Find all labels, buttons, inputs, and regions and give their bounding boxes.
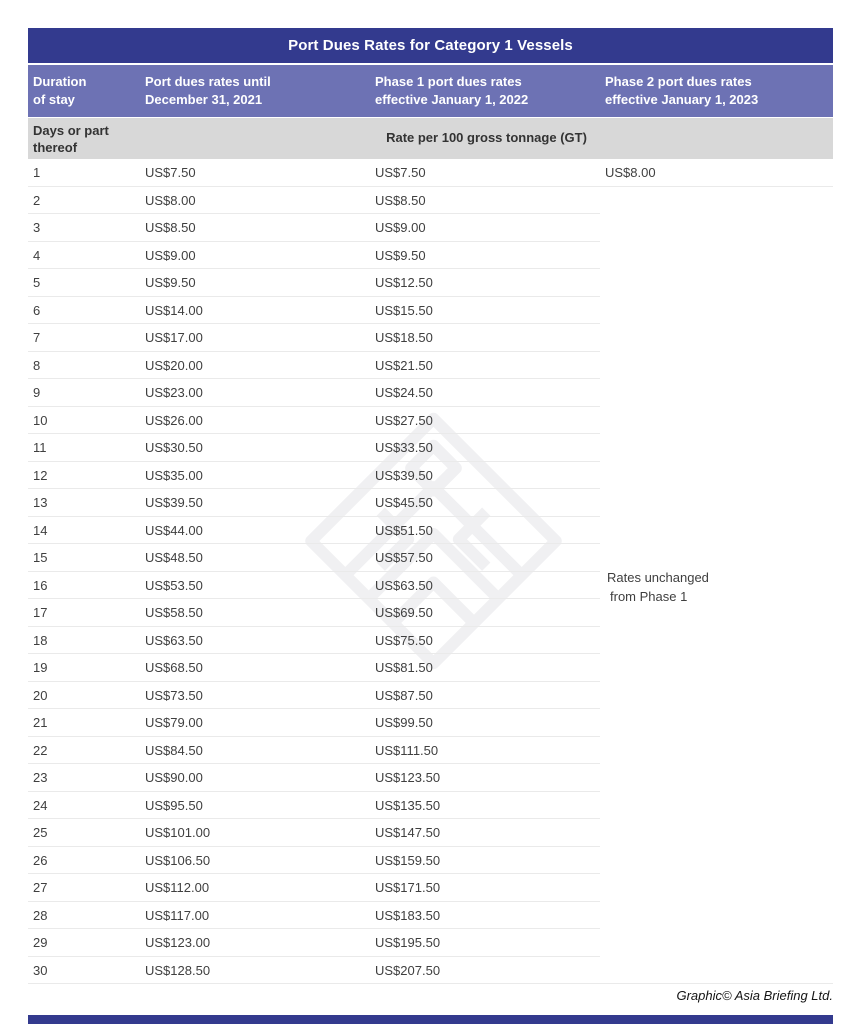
cell-rate-phase2-2023 bbox=[600, 819, 833, 847]
cell-rate-phase2-2023 bbox=[600, 929, 833, 957]
table-row bbox=[28, 352, 833, 380]
cell-rate-until-2021: US$53.50 bbox=[145, 577, 203, 593]
cell-rate-until-2021: US$48.50 bbox=[145, 550, 203, 566]
cell-day: 18 bbox=[33, 632, 48, 648]
cell-rate-until-2021: US$9.00 bbox=[145, 247, 196, 263]
table-row bbox=[28, 517, 833, 545]
cell-rate-phase2-2023 bbox=[600, 682, 833, 710]
cell-rate-phase1-2022: US$159.50 bbox=[375, 852, 441, 868]
cell-day: 27 bbox=[33, 880, 48, 896]
table-row bbox=[28, 269, 833, 297]
cell-day: 3 bbox=[33, 220, 41, 236]
cell-rate-phase2-2023 bbox=[600, 709, 833, 737]
table-row bbox=[28, 792, 833, 820]
table-row bbox=[28, 324, 833, 352]
cell-rate-phase2-2023 bbox=[600, 324, 833, 352]
table-title: Port Dues Rates for Category 1 Vessels bbox=[288, 37, 573, 54]
cell-rate-phase2-2023 bbox=[600, 957, 833, 985]
cell-rate-phase1-2022: US$8.50 bbox=[375, 192, 426, 208]
cell-rate-until-2021: US$73.50 bbox=[145, 687, 203, 703]
cell-day: 22 bbox=[33, 742, 48, 758]
table-row bbox=[28, 379, 833, 407]
column-header-phase2-2023: Phase 2 port dues rates effective January 1, 2023 bbox=[605, 74, 759, 107]
cell-rate-phase2-2023 bbox=[600, 462, 833, 490]
cell-rate-phase2-2023 bbox=[600, 627, 833, 655]
phase2-merged-note: Rates unchanged from Phase 1 bbox=[607, 570, 709, 604]
cell-rate-phase1-2022: US$24.50 bbox=[375, 385, 433, 401]
cell-rate-phase2-2023 bbox=[600, 792, 833, 820]
cell-rate-phase2-2023 bbox=[600, 517, 833, 545]
table-row bbox=[28, 819, 833, 847]
cell-rate-phase1-2022: US$7.50 bbox=[375, 165, 426, 181]
cell-rate-phase1-2022: US$9.50 bbox=[375, 247, 426, 263]
cell-rate-phase2-2023 bbox=[600, 187, 833, 215]
cell-rate-phase2-2023 bbox=[600, 902, 833, 930]
cell-rate-phase1-2022: US$123.50 bbox=[375, 770, 441, 786]
table-row bbox=[28, 709, 833, 737]
table-row bbox=[28, 957, 833, 985]
cell-day: 29 bbox=[33, 935, 48, 951]
cell-rate-phase2-2023 bbox=[600, 379, 833, 407]
graphic-credit: Graphic© Asia Briefing Ltd. bbox=[676, 988, 833, 1003]
cell-day: 25 bbox=[33, 825, 48, 841]
cell-rate-phase1-2022: US$57.50 bbox=[375, 550, 433, 566]
cell-day: 14 bbox=[33, 522, 48, 538]
cell-rate-phase2-2023 bbox=[600, 847, 833, 875]
table-row bbox=[28, 462, 833, 490]
cell-day: 19 bbox=[33, 660, 48, 676]
cell-day: 24 bbox=[33, 797, 48, 813]
cell-day: 15 bbox=[33, 550, 48, 566]
cell-rate-phase1-2022: US$99.50 bbox=[375, 715, 433, 731]
subheader-rate-unit: Rate per 100 gross tonnage (GT) bbox=[386, 130, 587, 145]
cell-rate-until-2021: US$90.00 bbox=[145, 770, 203, 786]
cell-rate-until-2021: US$26.00 bbox=[145, 412, 203, 428]
cell-rate-phase2-2023 bbox=[600, 737, 833, 765]
cell-rate-phase1-2022: US$27.50 bbox=[375, 412, 433, 428]
table-row bbox=[28, 242, 833, 270]
cell-rate-until-2021: US$101.00 bbox=[145, 825, 211, 841]
cell-day: 1 bbox=[33, 165, 41, 181]
subheader-duration-unit: Days or part thereof bbox=[33, 123, 109, 155]
table-row bbox=[28, 489, 833, 517]
cell-rate-phase2-2023 bbox=[600, 489, 833, 517]
cell-day: 13 bbox=[33, 495, 48, 511]
cell-rate-until-2021: US$23.00 bbox=[145, 385, 203, 401]
cell-rate-phase1-2022: US$12.50 bbox=[375, 275, 433, 291]
cell-rate-phase2-2023 bbox=[600, 297, 833, 325]
cell-rate-phase1-2022: US$33.50 bbox=[375, 440, 433, 456]
cell-day: 7 bbox=[33, 330, 41, 346]
table-row bbox=[28, 544, 833, 572]
table-title-bar bbox=[28, 28, 833, 63]
cell-day: 21 bbox=[33, 715, 48, 731]
cell-rate-phase1-2022: US$81.50 bbox=[375, 660, 433, 676]
cell-rate-until-2021: US$39.50 bbox=[145, 495, 203, 511]
cell-rate-phase2-2023 bbox=[600, 434, 833, 462]
table-row bbox=[28, 627, 833, 655]
cell-rate-until-2021: US$79.00 bbox=[145, 715, 203, 731]
cell-day: 8 bbox=[33, 357, 41, 373]
column-header-phase1-2022: Phase 1 port dues rates effective January 1, 2022 bbox=[375, 74, 529, 107]
footer-accent-bar bbox=[28, 1015, 833, 1024]
table-row bbox=[28, 847, 833, 875]
cell-rate-phase2-2023: US$8.00 bbox=[605, 165, 656, 181]
table-row bbox=[28, 434, 833, 462]
cell-day: 16 bbox=[33, 577, 48, 593]
cell-rate-until-2021: US$7.50 bbox=[145, 165, 196, 181]
cell-rate-until-2021: US$112.00 bbox=[145, 880, 210, 896]
cell-rate-until-2021: US$30.50 bbox=[145, 440, 203, 456]
cell-day: 9 bbox=[33, 385, 41, 401]
cell-day: 11 bbox=[33, 440, 47, 456]
cell-rate-phase1-2022: US$15.50 bbox=[375, 302, 433, 318]
cell-rate-phase1-2022: US$207.50 bbox=[375, 962, 441, 978]
cell-day: 17 bbox=[33, 605, 48, 621]
cell-day: 28 bbox=[33, 907, 48, 923]
table-row bbox=[28, 407, 833, 435]
cell-day: 12 bbox=[33, 467, 48, 483]
cell-rate-phase1-2022: US$39.50 bbox=[375, 467, 433, 483]
cell-rate-phase2-2023 bbox=[600, 269, 833, 297]
cell-day: 4 bbox=[33, 247, 41, 263]
cell-rate-until-2021: US$106.50 bbox=[145, 852, 211, 868]
cell-rate-until-2021: US$17.00 bbox=[145, 330, 203, 346]
cell-rate-phase1-2022: US$147.50 bbox=[375, 825, 441, 841]
cell-rate-phase1-2022: US$75.50 bbox=[375, 632, 433, 648]
cell-day: 6 bbox=[33, 302, 41, 318]
cell-rate-until-2021: US$68.50 bbox=[145, 660, 203, 676]
cell-day: 26 bbox=[33, 852, 48, 868]
table-row bbox=[28, 297, 833, 325]
column-header-row bbox=[28, 65, 833, 117]
cell-rate-phase1-2022: US$69.50 bbox=[375, 605, 433, 621]
cell-rate-until-2021: US$63.50 bbox=[145, 632, 203, 648]
cell-rate-phase2-2023 bbox=[600, 352, 833, 380]
table-row bbox=[28, 874, 833, 902]
table-row bbox=[28, 929, 833, 957]
cell-day: 20 bbox=[33, 687, 48, 703]
cell-rate-until-2021: US$117.00 bbox=[145, 907, 210, 923]
cell-rate-phase2-2023 bbox=[600, 874, 833, 902]
cell-rate-phase1-2022: US$87.50 bbox=[375, 687, 433, 703]
cell-rate-phase2-2023 bbox=[600, 214, 833, 242]
cell-rate-phase1-2022: US$9.00 bbox=[375, 220, 426, 236]
cell-rate-phase2-2023 bbox=[600, 242, 833, 270]
table-row bbox=[28, 654, 833, 682]
column-header-until-2021: Port dues rates until December 31, 2021 bbox=[145, 74, 271, 107]
column-header-duration: Duration of stay bbox=[33, 74, 87, 107]
cell-day: 10 bbox=[33, 412, 48, 428]
cell-day: 5 bbox=[33, 275, 41, 291]
cell-day: 2 bbox=[33, 192, 41, 208]
cell-rate-until-2021: US$44.00 bbox=[145, 522, 203, 538]
cell-day: 30 bbox=[33, 962, 48, 978]
cell-rate-phase1-2022: US$171.50 bbox=[375, 880, 441, 896]
cell-rate-phase1-2022: US$21.50 bbox=[375, 357, 433, 373]
table-row bbox=[28, 214, 833, 242]
subheader-row bbox=[28, 118, 833, 159]
cell-rate-phase2-2023 bbox=[600, 764, 833, 792]
cell-rate-until-2021: US$9.50 bbox=[145, 275, 196, 291]
cell-rate-until-2021: US$95.50 bbox=[145, 797, 203, 813]
cell-rate-phase1-2022: US$18.50 bbox=[375, 330, 433, 346]
cell-rate-until-2021: US$8.00 bbox=[145, 192, 196, 208]
cell-rate-phase2-2023 bbox=[600, 654, 833, 682]
cell-rate-phase1-2022: US$63.50 bbox=[375, 577, 433, 593]
table-row bbox=[28, 764, 833, 792]
cell-rate-phase1-2022: US$183.50 bbox=[375, 907, 441, 923]
table-row bbox=[28, 737, 833, 765]
cell-rate-phase1-2022: US$135.50 bbox=[375, 797, 441, 813]
table-row bbox=[28, 159, 833, 187]
table-row bbox=[28, 599, 833, 627]
cell-rate-phase1-2022: US$111.50 bbox=[375, 742, 439, 758]
cell-rate-phase1-2022: US$51.50 bbox=[375, 522, 433, 538]
cell-rate-until-2021: US$20.00 bbox=[145, 357, 203, 373]
port-dues-table bbox=[28, 28, 833, 984]
table-row bbox=[28, 682, 833, 710]
table-rows bbox=[28, 159, 833, 984]
cell-rate-phase1-2022: US$45.50 bbox=[375, 495, 433, 511]
cell-rate-until-2021: US$14.00 bbox=[145, 302, 203, 318]
cell-rate-until-2021: US$35.00 bbox=[145, 467, 203, 483]
table-row bbox=[28, 902, 833, 930]
cell-rate-until-2021: US$84.50 bbox=[145, 742, 203, 758]
cell-rate-until-2021: US$8.50 bbox=[145, 220, 196, 236]
cell-rate-phase2-2023 bbox=[600, 407, 833, 435]
cell-rate-until-2021: US$128.50 bbox=[145, 962, 211, 978]
cell-day: 23 bbox=[33, 770, 48, 786]
cell-rate-phase1-2022: US$195.50 bbox=[375, 935, 441, 951]
cell-rate-until-2021: US$123.00 bbox=[145, 935, 211, 951]
cell-rate-until-2021: US$58.50 bbox=[145, 605, 203, 621]
table-row bbox=[28, 187, 833, 215]
table-row bbox=[28, 572, 833, 600]
